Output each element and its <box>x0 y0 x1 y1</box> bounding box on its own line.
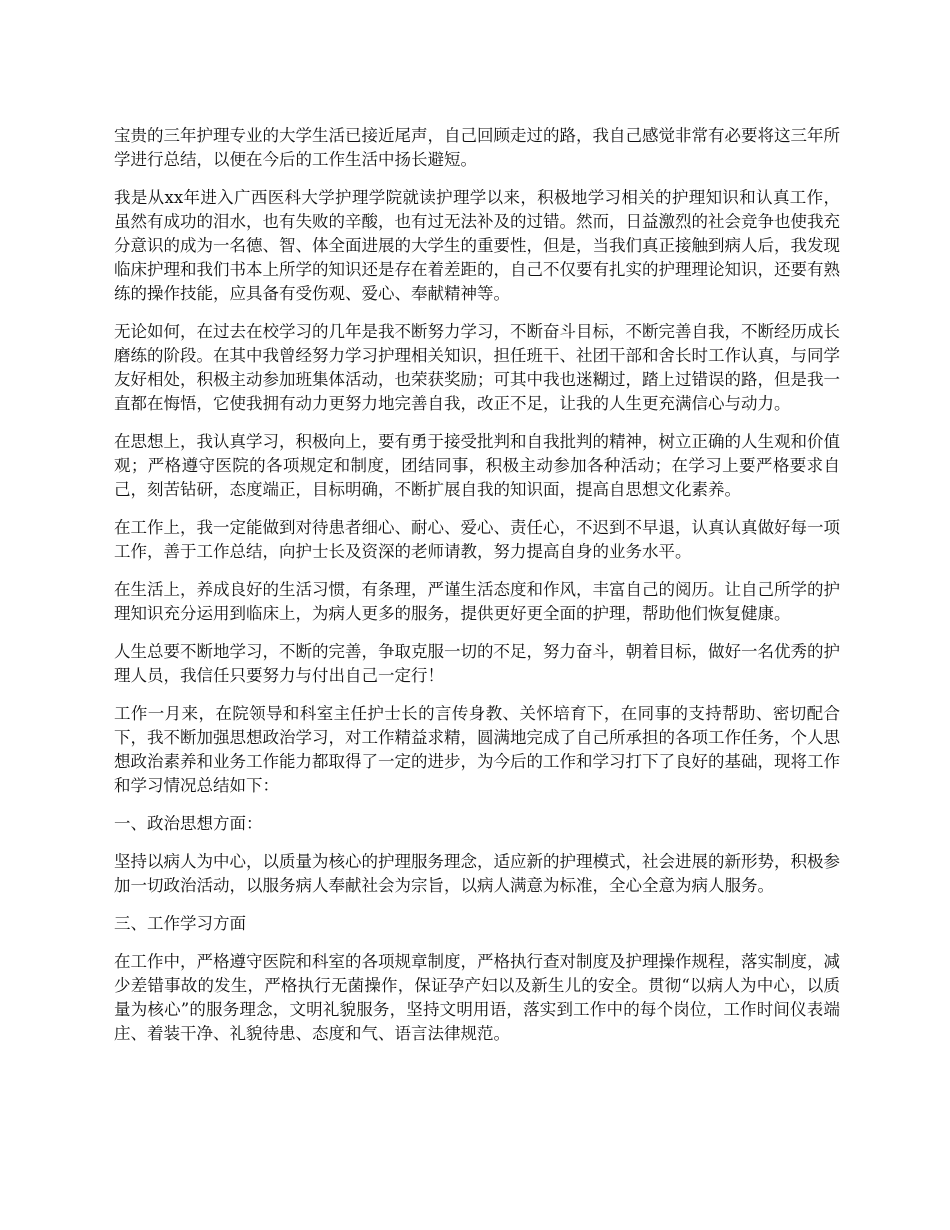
paragraph-life: 在生活上，养成良好的生活习惯，有条理，严谨生活态度和作风，丰富自己的阅历。让自己所学的护理知识充分运用到临床上，为病人更多的服务，提供更好更全面的护理，帮助他们恢复健康。 <box>114 580 840 623</box>
document-page <box>114 124 840 1060</box>
paragraph-school-years: 无论如何，在过去在校学习的几年是我不断努力学习，不断奋斗目标，不断完善自我，不断经历成长磨练的阶段。在其中我曾经努力学习护理相关知识，担任班干、社团干部和舍长时工作认真，与同学友好相处，积极主动参加班集体活动，也荣获奖励；可其中我也迷糊过，踏上过错误的路，但是我一直都在悔悟，它使我拥有动力更努力地完善自我，改正不足，让我的人生更充满信心与动力。 <box>114 322 840 413</box>
paragraph-resolution: 人生总要不断地学习，不断的完善，争取克服一切的不足，努力奋斗，朝着目标，做好一名优秀的护理人员，我信任只要努力与付出自己一定行！ <box>114 642 840 685</box>
section-heading-politics: 一、政治思想方面： <box>114 814 263 833</box>
paragraph-work: 在工作上，我一定能做到对待患者细心、耐心、爱心、责任心，不迟到不早退，认真认真做好每一项工作，善于工作总结，向护士长及资深的老师请教，努力提高自身的业务水平。 <box>114 518 840 561</box>
paragraph-politics: 坚持以病人为中心，以质量为核心的护理服务理念，适应新的护理模式，社会进展的新形势，积极参加一切政治活动，以服务病人奉献社会为宗旨，以病人满意为标准，全心全意为病人服务。 <box>114 852 840 895</box>
paragraph-intro: 宝贵的三年护理专业的大学生活已接近尾声，自己回顾走过的路，我自己感觉非常有必要将这三年所学进行总结，以便在今后的工作生活中扬长避短。 <box>114 126 840 169</box>
paragraph-thought: 在思想上，我认真学习，积极向上，要有勇于接受批判和自我批判的精神，树立正确的人生观和价值观；严格遵守医院的各项规定和制度，团结同事，积极主动参加各种活动；在学习上要严格要求自己，刻苦钻研，态度端正，目标明确，不断扩展自我的知识面，提高自思想文化素养。 <box>114 432 840 499</box>
paragraph-monthly-summary: 工作一月来，在院领导和科室主任护士长的言传身教、关怀培育下，在同事的支持帮助、密切配合下，我不断加强思想政治学习，对工作精益求精，圆满地完成了自己所承担的各项工作任务，个人思想政治素养和业务工作能力都取得了一定的进步，为今后的工作和学习打下了良好的基础，现将工作和学习情况总结如下： <box>114 704 840 795</box>
paragraph-study-background: 我是从xx年进入广西医科大学护理学院就读护理学以来，积极地学习相关的护理知识和认真工作，虽然有成功的泪水，也有失败的辛酸，也有过无法补及的过错。然而，日益激烈的社会竞争也使我充分意识的成为一名德、智、体全面进展的大学生的重要性，但是，当我们真正接触到病人后，我发现临床护理和我们书本上所学的知识还是存在着差距的，自己不仅要有扎实的护理理论知识，还要有熟练的操作技能，应具备有受伤观、爱心、奉献精神等。 <box>114 188 840 303</box>
section-heading-work-study: 三、工作学习方面 <box>114 914 246 933</box>
paragraph-work-study: 在工作中，严格遵守医院和科室的各项规章制度，严格执行查对制度及护理操作规程，落实制度，减少差错事故的发生，严格执行无菌操作，保证孕产妇以及新生儿的安全。贯彻“以病人为中心，以质量为核心”的服务理念，文明礼貌服务，坚持文明用语，落实到工作中的每个岗位，工作时间仪表端庄、着装干净、礼貌待患、态度和气、语言法律规范。 <box>114 952 840 1043</box>
